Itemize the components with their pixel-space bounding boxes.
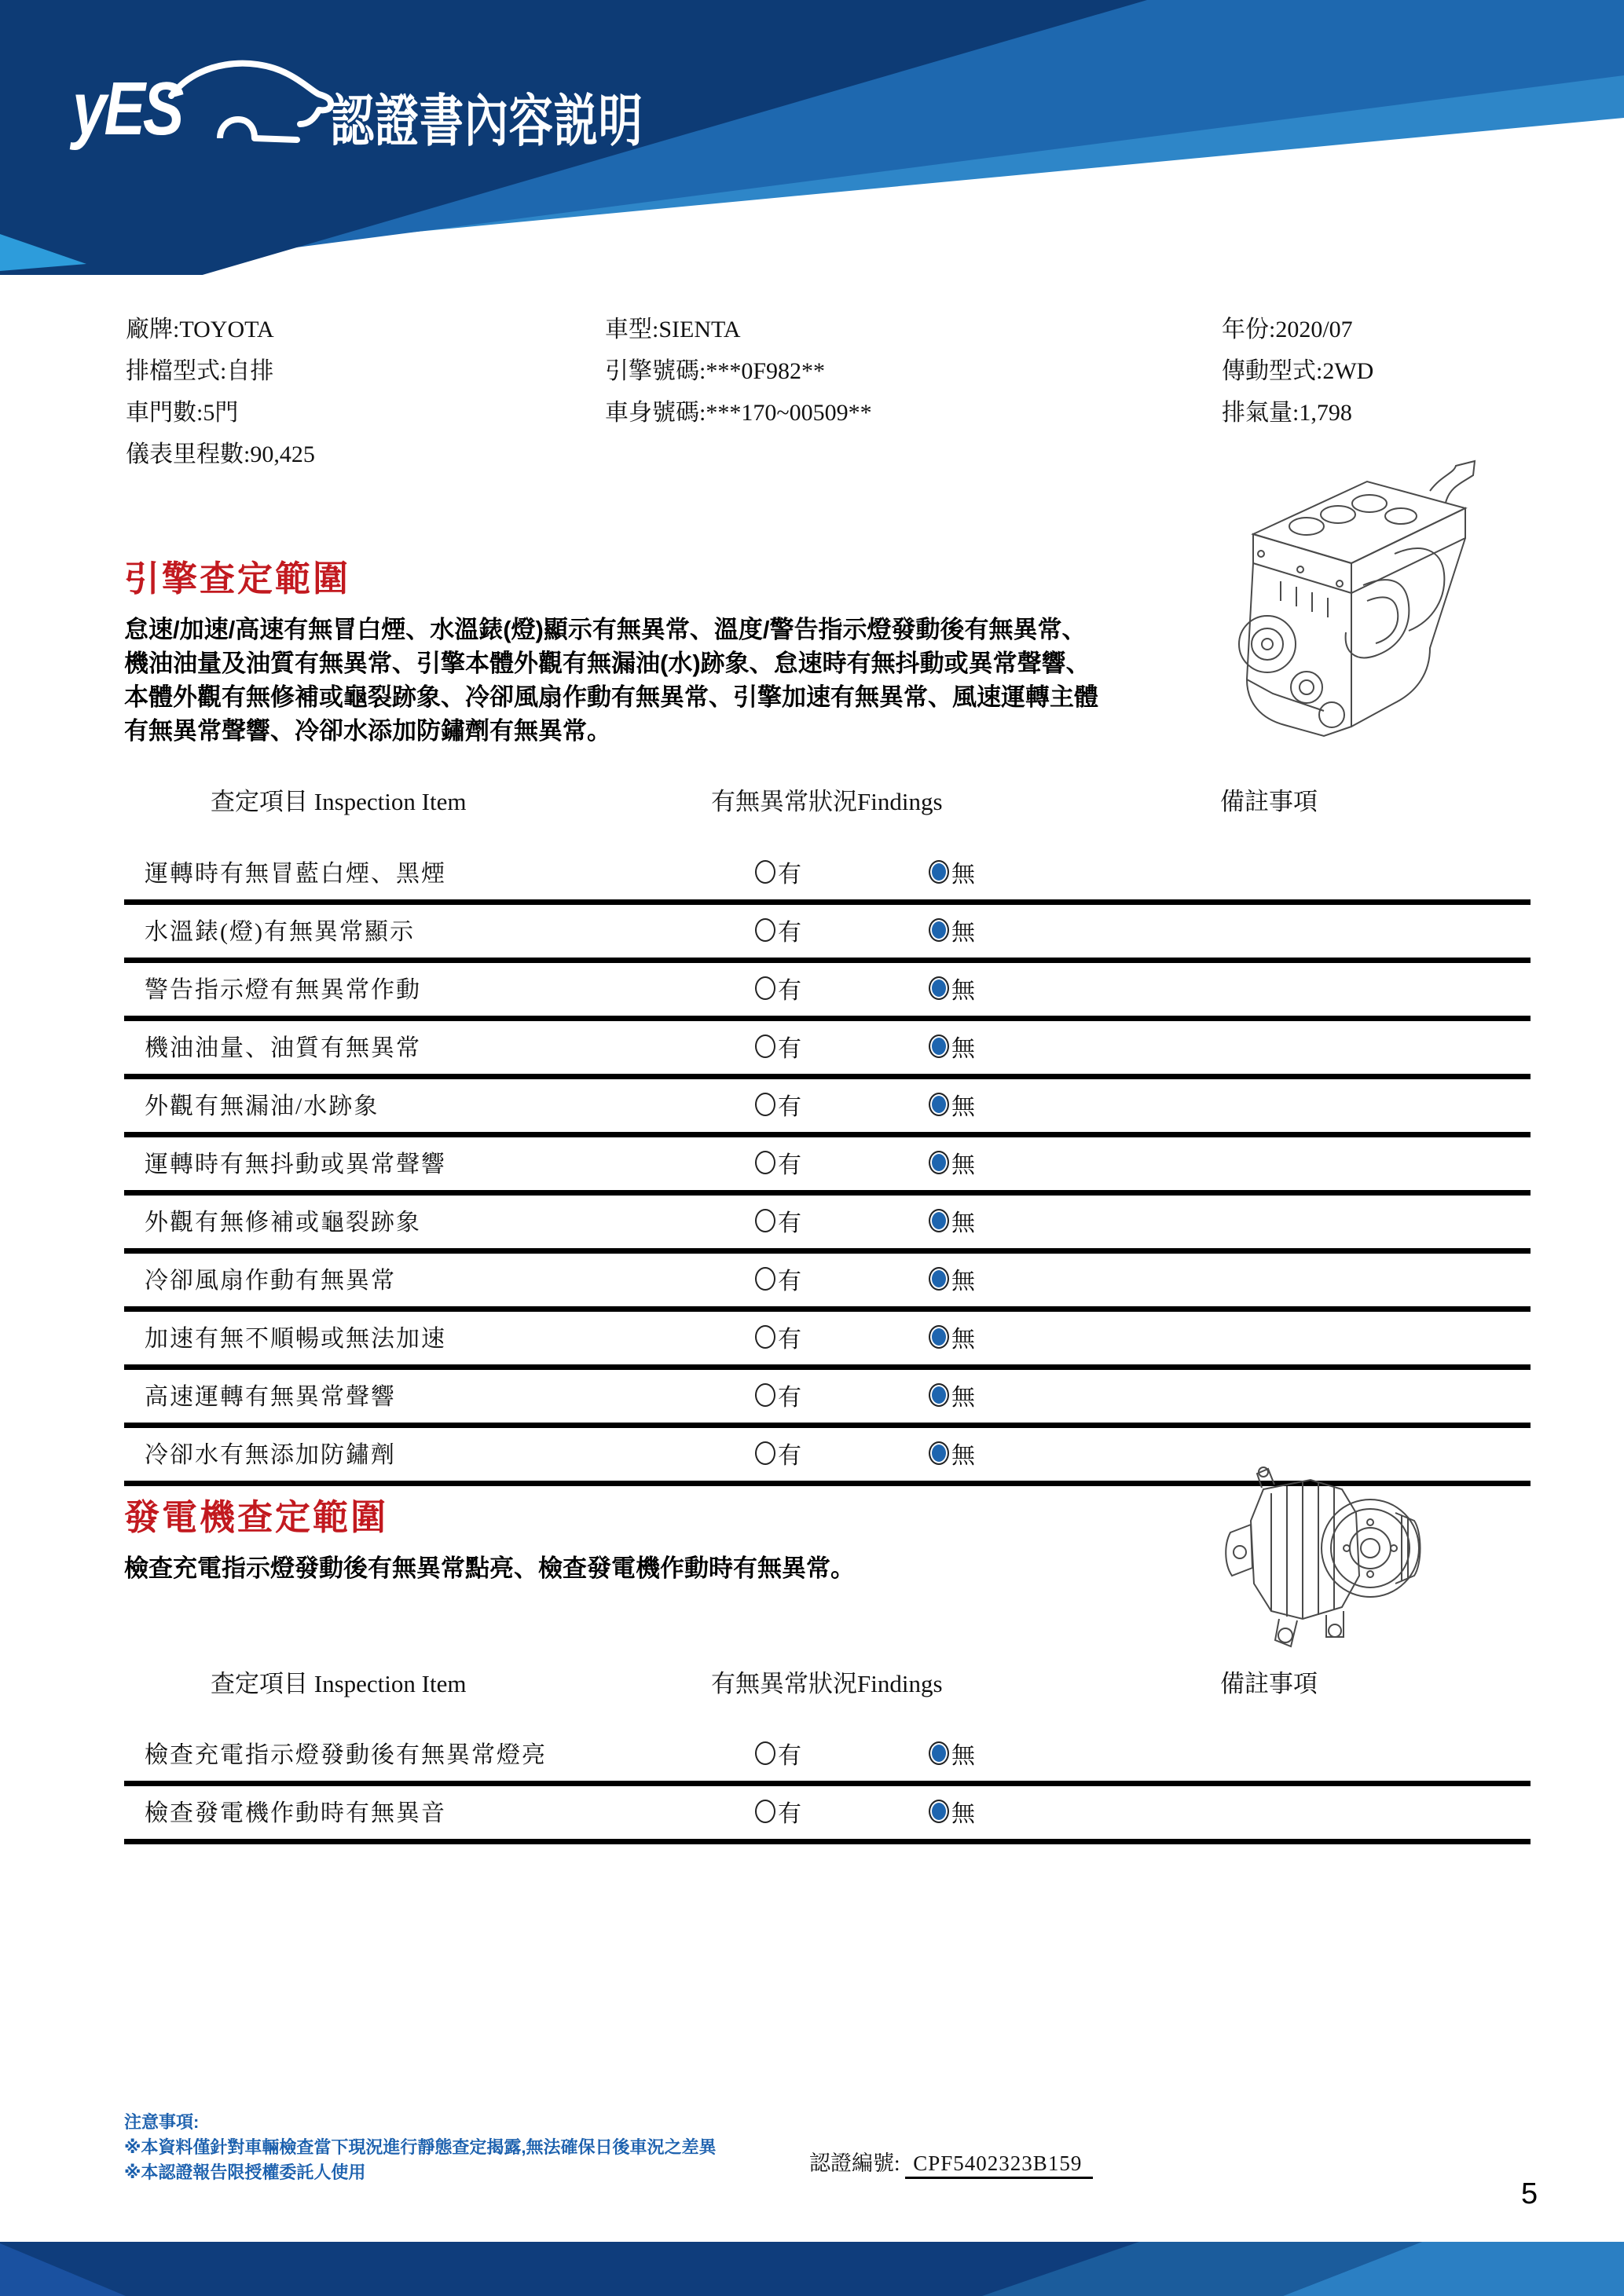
radio-unselected-icon[interactable] [755,1741,775,1765]
finding-option-label: 有 [778,1327,801,1353]
radio-selected-icon[interactable] [929,1325,949,1349]
finding-option [929,1320,975,1354]
finding-option-label: 有 [778,1152,801,1178]
engine-description-line: 怠速/加速/高速有無冒白煙、水溫錶(燈)顯示有無異常、溫度/警告指示燈發動後有無異常、 [124,616,1087,643]
page-title: 認證書內容説明 [330,90,643,153]
inspection-item-label: 高速運轉有無異常聲響 [145,1384,396,1410]
finding-option [755,1436,801,1470]
radio-selected-icon[interactable] [929,918,949,942]
radio-selected-icon[interactable] [929,1441,949,1465]
table-row [124,1137,1531,1196]
finding-option [929,855,975,889]
vehicle-info-line: 車身號碼:***170~00509** [605,400,872,426]
finding-option-label: 無 [951,978,975,1004]
radio-selected-icon[interactable] [929,860,949,884]
radio-unselected-icon[interactable] [755,860,775,884]
table-row [124,1079,1531,1137]
vehicle-info-col3 [1222,314,1373,439]
finding-option [929,1087,975,1122]
finding-option-label: 無 [951,862,975,888]
radio-unselected-icon[interactable] [755,1209,775,1232]
finding-option-label: 有 [778,1210,801,1236]
inspection-item-label: 冷卻風扇作動有無異常 [145,1268,396,1294]
radio-unselected-icon[interactable] [755,1383,775,1407]
table-row [124,1312,1531,1370]
vehicle-info-line: 廠牌:TOYOTA [126,317,274,342]
radio-selected-icon[interactable] [929,1151,949,1174]
finding-option-label: 無 [951,1210,975,1236]
inspection-item-label: 冷卻水有無添加防鏽劑 [145,1442,396,1468]
generator-inspection-table [124,1728,1531,1844]
finding-option [755,1203,801,1238]
radio-unselected-icon[interactable] [755,1800,775,1823]
engine-section-description [124,613,1098,748]
finding-option [929,1436,975,1470]
bottom-bar [0,2242,1624,2296]
vehicle-info-line: 儀表里程數:90,425 [126,441,315,467]
finding-option [755,1145,801,1180]
vehicle-info-line: 車型:SIENTA [605,317,741,342]
finding-option [755,855,801,889]
inspection-item-label: 檢查發電機作動時有無異音 [145,1800,446,1826]
engine-col-header-findings: 有無異常狀況Findings [711,788,943,815]
inspection-item-label: 外觀有無修補或龜裂跡象 [145,1210,421,1236]
inspection-item-label: 外觀有無漏油/水跡象 [145,1093,379,1119]
radio-unselected-icon[interactable] [755,918,775,942]
finding-option-label: 無 [951,1036,975,1062]
engine-description-line: 有無異常聲響、冷卻水添加防鏽劑有無異常。 [124,717,611,745]
engine-section-title: 引擎查定範圍 [124,558,351,599]
generator-description-line: 檢查充電指示燈發動後有無異常點亮、檢查發電機作動時有無異常。 [124,1554,855,1582]
finding-option-label: 有 [778,1036,801,1062]
certificate-number-label: 認證編號: [809,2151,900,2175]
table-row [124,1021,1531,1079]
radio-unselected-icon[interactable] [755,976,775,1000]
table-row [124,1370,1531,1428]
finding-option-label: 無 [951,1094,975,1120]
finding-option-label: 有 [778,1269,801,1294]
inspection-item-label: 檢查充電指示燈發動後有無異常燈亮 [145,1742,547,1768]
finding-option-label: 有 [778,978,801,1004]
finding-option-label: 無 [951,1327,975,1353]
inspection-item-label: 警告指示燈有無異常作動 [145,977,421,1003]
vehicle-info-line: 排檔型式:自排 [126,358,274,384]
finding-option-label: 有 [778,920,801,946]
finding-option-label: 無 [951,1801,975,1827]
yes-logo [72,69,332,163]
radio-selected-icon[interactable] [929,976,949,1000]
finding-option [755,971,801,1005]
finding-option [929,1145,975,1180]
finding-option-label: 有 [778,1801,801,1827]
generator-col-header-remarks: 備註事項 [1220,1670,1318,1697]
radio-selected-icon[interactable] [929,1800,949,1823]
finding-option [929,1203,975,1238]
finding-option [929,1029,975,1064]
vehicle-info-col1 [126,314,315,481]
engine-col-header-item: 查定項目 Inspection Item [211,788,467,815]
vehicle-info-line: 車門數:5門 [126,400,239,426]
finding-option [929,1794,975,1829]
finding-option-label: 無 [951,1443,975,1469]
car-silhouette-icon [165,47,346,149]
radio-selected-icon[interactable] [929,1383,949,1407]
finding-option [755,1794,801,1829]
note-line: ※本資料僅針對車輛檢查當下現況進行靜態查定揭露,無法確保日後車況之差異 [124,2137,717,2157]
generator-col-header-findings: 有無異常狀況Findings [711,1670,943,1697]
radio-unselected-icon[interactable] [755,1151,775,1174]
radio-selected-icon[interactable] [929,1741,949,1765]
radio-unselected-icon[interactable] [755,1093,775,1116]
certificate-number-row [809,2146,1093,2177]
alternator-illustration [1216,1458,1428,1650]
radio-unselected-icon[interactable] [755,1325,775,1349]
radio-unselected-icon[interactable] [755,1441,775,1465]
notes-title: 注意事項: [124,2112,200,2132]
engine-col-header-remarks: 備註事項 [1220,788,1318,815]
engine-illustration [1206,444,1497,758]
radio-unselected-icon[interactable] [755,1034,775,1058]
table-row [124,905,1531,963]
table-row [124,1254,1531,1312]
table-row [124,963,1531,1021]
footer-notes [124,2110,717,2185]
finding-option [755,1262,801,1296]
finding-option-label: 無 [951,1743,975,1769]
finding-option-label: 無 [951,1152,975,1178]
finding-option [929,913,975,947]
radio-selected-icon[interactable] [929,1093,949,1116]
finding-option-label: 有 [778,1385,801,1411]
header-banner [0,0,1624,275]
finding-option [929,1736,975,1771]
yes-logo-text: yES [72,67,181,151]
finding-option [929,971,975,1005]
finding-option [929,1262,975,1296]
vehicle-info-col2 [605,314,872,439]
inspection-item-label: 運轉時有無抖動或異常聲響 [145,1152,446,1177]
finding-option [755,1320,801,1354]
finding-option [755,1378,801,1412]
engine-description-line: 本體外觀有無修補或龜裂跡象、冷卻風扇作動有無異常、引擎加速有無異常、風速運轉主體 [124,683,1098,711]
note-line: ※本認證報告限授權委託人使用 [124,2162,366,2182]
finding-option-label: 無 [951,1385,975,1411]
finding-option-label: 無 [951,1269,975,1294]
finding-option [755,1736,801,1771]
finding-option [755,1087,801,1122]
generator-col-header-item: 查定項目 Inspection Item [211,1670,467,1697]
finding-option [929,1378,975,1412]
vehicle-info-line: 年份:2020/07 [1222,317,1353,342]
table-row [124,1786,1531,1844]
vehicle-info-line: 引擎號碼:***0F982** [605,358,826,384]
finding-option-label: 有 [778,1743,801,1769]
certificate-number-value: CPF5402323B159 [905,2151,1093,2179]
engine-description-line: 機油油量及油質有無異常、引擎本體外觀有無漏油(水)跡象、怠速時有無抖動或異常聲響、 [124,650,1091,677]
finding-option-label: 有 [778,1094,801,1120]
generator-section-description [124,1551,855,1585]
table-row [124,847,1531,905]
radio-selected-icon[interactable] [929,1267,949,1291]
finding-option-label: 有 [778,1443,801,1469]
inspection-item-label: 水溫錶(燈)有無異常顯示 [145,919,415,945]
inspection-item-label: 運轉時有無冒藍白煙、黑煙 [145,861,446,887]
inspection-item-label: 加速有無不順暢或無法加速 [145,1326,446,1352]
radio-selected-icon[interactable] [929,1209,949,1232]
finding-option-label: 有 [778,862,801,888]
radio-unselected-icon[interactable] [755,1267,775,1291]
inspection-item-label: 機油油量、油質有無異常 [145,1035,421,1061]
finding-option [755,1029,801,1064]
radio-selected-icon[interactable] [929,1034,949,1058]
vehicle-info-line: 排氣量:1,798 [1222,400,1352,426]
vehicle-info-line: 傳動型式:2WD [1222,358,1374,384]
finding-option [755,913,801,947]
table-row [124,1196,1531,1254]
table-row [124,1728,1531,1786]
engine-inspection-table [124,847,1531,1486]
page-number: 5 [1521,2177,1538,2210]
generator-section-title: 發電機查定範圍 [124,1497,389,1537]
finding-option-label: 無 [951,920,975,946]
